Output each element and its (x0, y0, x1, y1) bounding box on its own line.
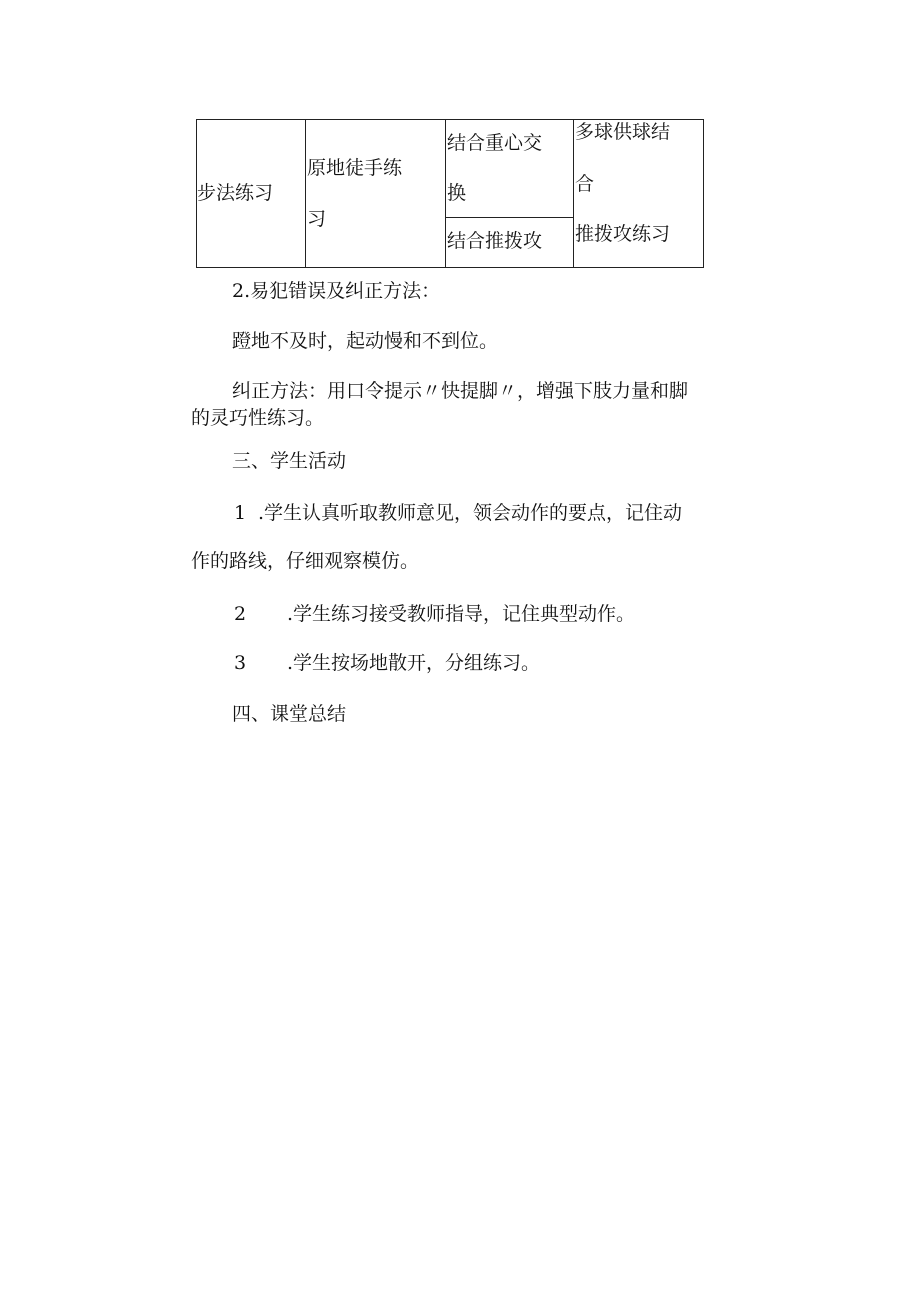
section-heading-student-activities: 三、学生活动 (232, 450, 347, 472)
errors-description: 蹬地不及时，起动慢和不到位。 (232, 330, 499, 352)
table-cell-multi-ball: 合 (575, 173, 595, 195)
table-cell-bare-hand: 原地徒手练 (307, 157, 403, 179)
correction-line: 纠正方法：用口令提示〃快提脚〃，增强下肢力量和脚 (232, 380, 689, 402)
section-heading-summary: 四、课堂总结 (232, 703, 347, 725)
table-cell-bare-hand: 习 (307, 208, 327, 230)
table-divider (445, 217, 573, 218)
table-cell-weight-shift: 结合重心交 (447, 132, 543, 154)
errors-heading: 2.易犯错误及纠正方法： (232, 280, 441, 302)
table-cell-footwork: 步法练习 (197, 182, 274, 204)
table-divider (573, 120, 574, 267)
list-item-text: 作的路线，仔细观察模仿。 (191, 550, 420, 572)
table-cell-weight-shift: 换 (447, 182, 467, 204)
table-cell-multi-ball: 多球供球结 (575, 121, 671, 143)
table-divider (305, 120, 306, 267)
list-item-number: 3 (234, 652, 247, 674)
table-divider (445, 120, 446, 267)
list-item-text: .学生按场地散开，分组练习。 (287, 652, 541, 674)
list-item-number: 1 (234, 502, 247, 524)
list-item-text: .学生练习接受教师指导，记住典型动作。 (287, 603, 636, 625)
correction-line: 的灵巧性练习。 (191, 407, 325, 429)
list-item-number: 2 (234, 603, 247, 625)
list-item-text: .学生认真听取教师意见，领会动作的要点，记住动 (258, 502, 683, 524)
table-cell-multi-ball: 推拨攻练习 (575, 223, 671, 245)
table-cell-push-attack: 结合推拨攻 (447, 230, 543, 252)
